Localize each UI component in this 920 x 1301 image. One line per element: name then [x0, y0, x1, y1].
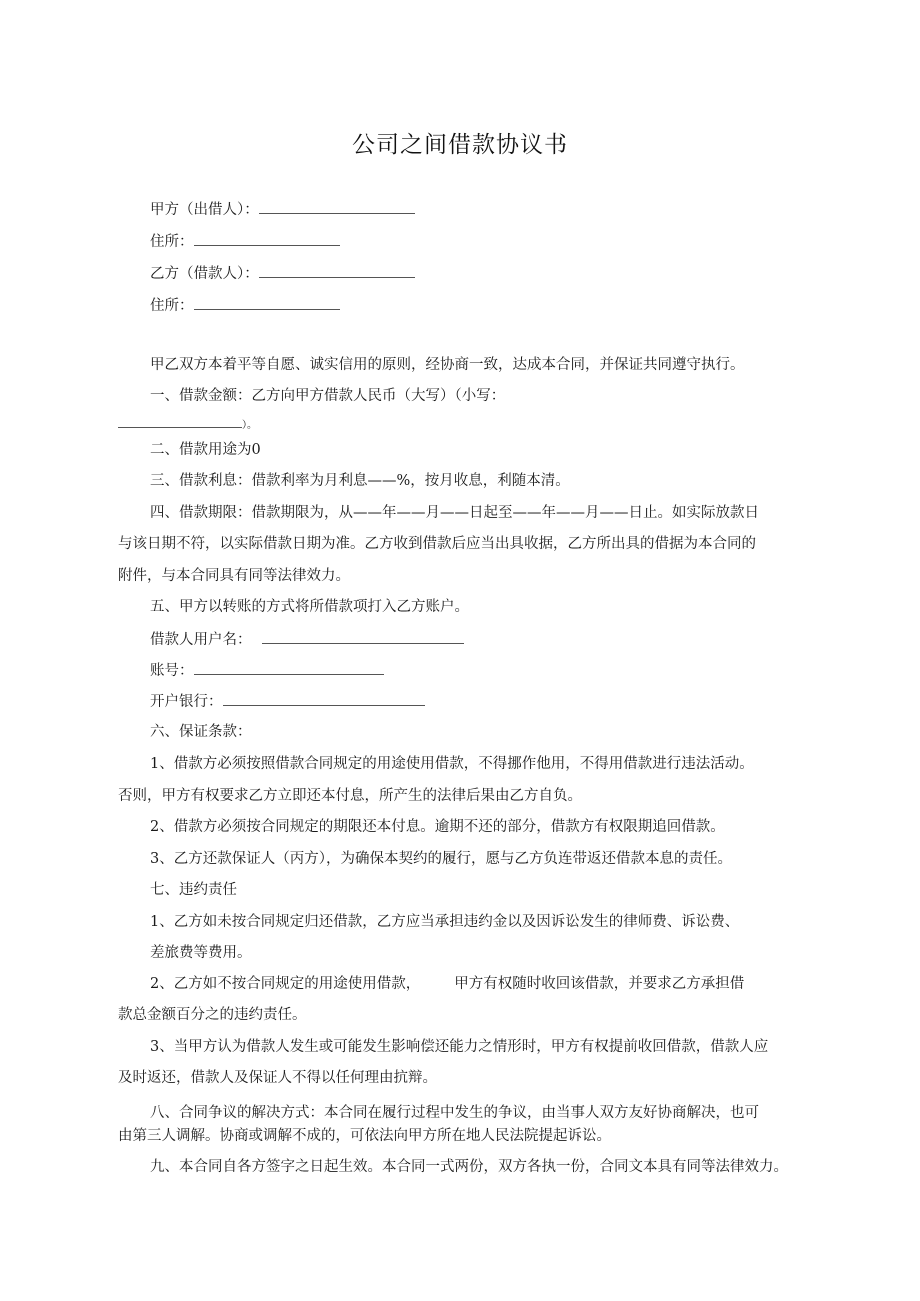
- clause-4-line-2: 与该日期不符，以实际借款日期为准。乙方收到借款后应当出具收据，乙方所出具的借据为本合同的: [118, 536, 756, 552]
- clause-6: 六、保证条款：: [150, 724, 252, 740]
- clause-7-3-line-2: 及时返还，借款人及保证人不得以任何理由抗辩。: [118, 1070, 437, 1086]
- clause-1-amount-row: [118, 413, 257, 436]
- party-b-row: [150, 263, 415, 284]
- clause-1-end: ）。: [242, 420, 257, 431]
- document-title: 公司之间借款协议书: [352, 132, 568, 158]
- account-name-label: 借款人用户名：: [150, 632, 252, 648]
- address-a-row: [150, 231, 340, 252]
- amount-blank: [118, 413, 242, 428]
- account-no-label: 账号：: [150, 663, 194, 679]
- clause-7-2-part-b: 甲方有权随时收回该借款，并要求乙方承担借: [454, 976, 745, 992]
- address-b-blank: [194, 295, 340, 310]
- clause-6-2: 2、借款方必须按合同规定的期限还本付息。逾期不还的部分，借款方有权限期追回借款。: [150, 819, 725, 835]
- clause-5: 五、甲方以转账的方式将所借款项打入乙方账户。: [150, 599, 469, 615]
- address-a-label: 住所：: [150, 234, 194, 250]
- party-a-blank: [259, 199, 415, 214]
- preamble: 甲乙双方本着平等自愿、诚实信用的原则，经协商一致，达成本合同，并保证共同遵守执行。: [150, 357, 745, 373]
- clause-7-2-part-a: 2、乙方如不按合同规定的用途使用借款，: [150, 976, 421, 992]
- clause-7-2-line-2: 款总金额百分之的违约责任。: [118, 1007, 307, 1023]
- clause-2: 二、借款用途为0: [150, 442, 261, 458]
- clause-4-line-1: 四、借款期限：借款期限为，从——年——月——日起至——年——月——日止。如实际放款日: [150, 505, 759, 521]
- clause-4-line-3: 附件，与本合同具有同等法律效力。: [118, 568, 350, 584]
- clause-6-1-line-2: 否则，甲方有权要求乙方立即还本付息，所产生的法律后果由乙方自负。: [118, 788, 582, 804]
- party-b-blank: [259, 263, 415, 278]
- clause-7-2-line-1: [150, 974, 744, 994]
- party-a-row: [150, 199, 415, 220]
- account-no-blank: [194, 660, 384, 675]
- account-name-row: [150, 629, 464, 650]
- clause-8-line-2: 由第三人调解。协商或调解不成的，可依法向甲方所在地人民法院提起诉讼。: [118, 1128, 611, 1144]
- address-a-blank: [194, 231, 340, 246]
- party-a-label: 甲方（出借人）：: [150, 202, 259, 218]
- clause-3: 三、借款利息：借款利率为月利息——%，按月收息，利随本清。: [150, 473, 570, 489]
- clause-8-line-1: 八、合同争议的解决方式：本合同在履行过程中发生的争议，由当事人双方友好协商解决，也可: [150, 1105, 759, 1121]
- clause-9: 九、本合同自各方签字之日起生效。本合同一式两份，双方各执一份，合同文本具有同等法律效力。: [150, 1159, 788, 1175]
- clause-7-1-line-2: 差旅费等费用。: [150, 945, 252, 961]
- bank-blank: [223, 691, 425, 706]
- party-b-label: 乙方（借款人）：: [150, 266, 259, 282]
- clause-7: 七、违约责任: [150, 882, 237, 898]
- address-b-label: 住所：: [150, 298, 194, 314]
- clause-6-1-line-1: 1、借款方必须按照借款合同规定的用途使用借款，不得挪作他用，不得用借款进行违法活动。: [150, 756, 754, 772]
- bank-label: 开户银行：: [150, 694, 223, 710]
- clause-7-3-line-1: 3、当甲方认为借款人发生或可能发生影响偿还能力之情形时，甲方有权提前收回借款，借款人应: [150, 1039, 769, 1055]
- bank-row: [150, 691, 425, 712]
- clause-7-1-line-1: 1、乙方如未按合同规定归还借款，乙方应当承担违约金以及因诉讼发生的律师费、诉讼费、: [150, 914, 740, 930]
- clause-6-3: 3、乙方还款保证人（丙方），为确保本契约的履行，愿与乙方负连带返还借款本息的责任。: [150, 851, 732, 867]
- address-b-row: [150, 295, 340, 316]
- account-no-row: [150, 660, 384, 681]
- clause-1: 一、借款金额：乙方向甲方借款人民币（大写）（小写：: [150, 388, 506, 404]
- account-name-blank: [262, 629, 464, 644]
